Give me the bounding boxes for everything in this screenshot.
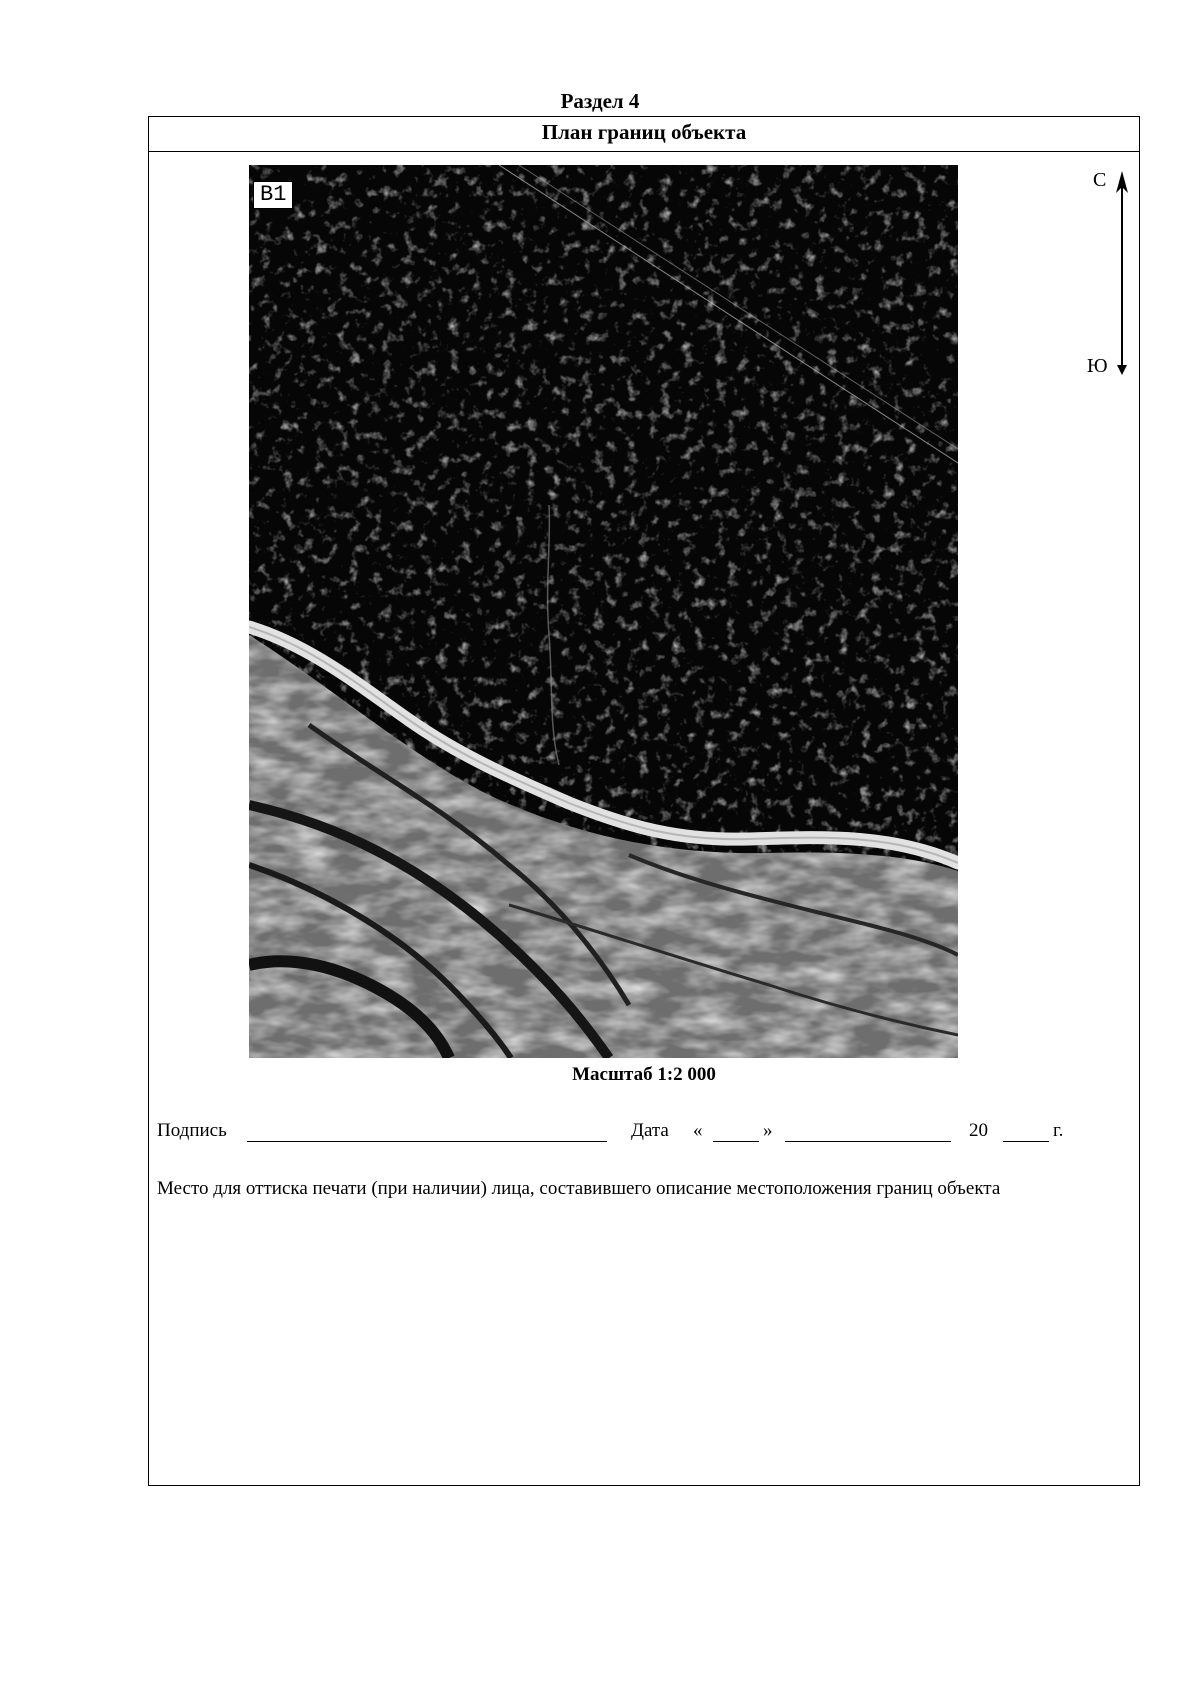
date-month-field[interactable] (785, 1141, 951, 1142)
map-scale: Масштаб 1:2 000 (572, 1064, 716, 1085)
date-day-field[interactable] (713, 1141, 759, 1142)
satellite-map (249, 165, 958, 1058)
date-year-prefix: 20 (969, 1120, 988, 1141)
north-arrow-icon (1115, 171, 1129, 375)
north-arrow (1087, 169, 1133, 379)
date-quote-open: « (693, 1120, 703, 1141)
date-year-field[interactable] (1003, 1141, 1049, 1142)
plan-title: План границ объекта (149, 117, 1139, 152)
south-label: Ю (1087, 355, 1108, 377)
date-year-suffix: г. (1053, 1120, 1064, 1141)
section-number: Раздел 4 (560, 89, 640, 113)
north-label: С (1093, 169, 1107, 191)
signature-field[interactable] (247, 1141, 607, 1142)
map-sheet-label: B1 (253, 181, 293, 209)
date-label: Дата (631, 1120, 669, 1141)
signature-row (157, 1119, 1117, 1147)
stamp-place-note: Место для оттиска печати (при наличии) лица, составившего описание местоположения границ объекта (157, 1178, 1001, 1199)
signature-label: Подпись (157, 1120, 227, 1141)
date-quote-close: » (763, 1120, 773, 1141)
document-frame (148, 116, 1140, 1486)
satellite-image (249, 165, 958, 1058)
